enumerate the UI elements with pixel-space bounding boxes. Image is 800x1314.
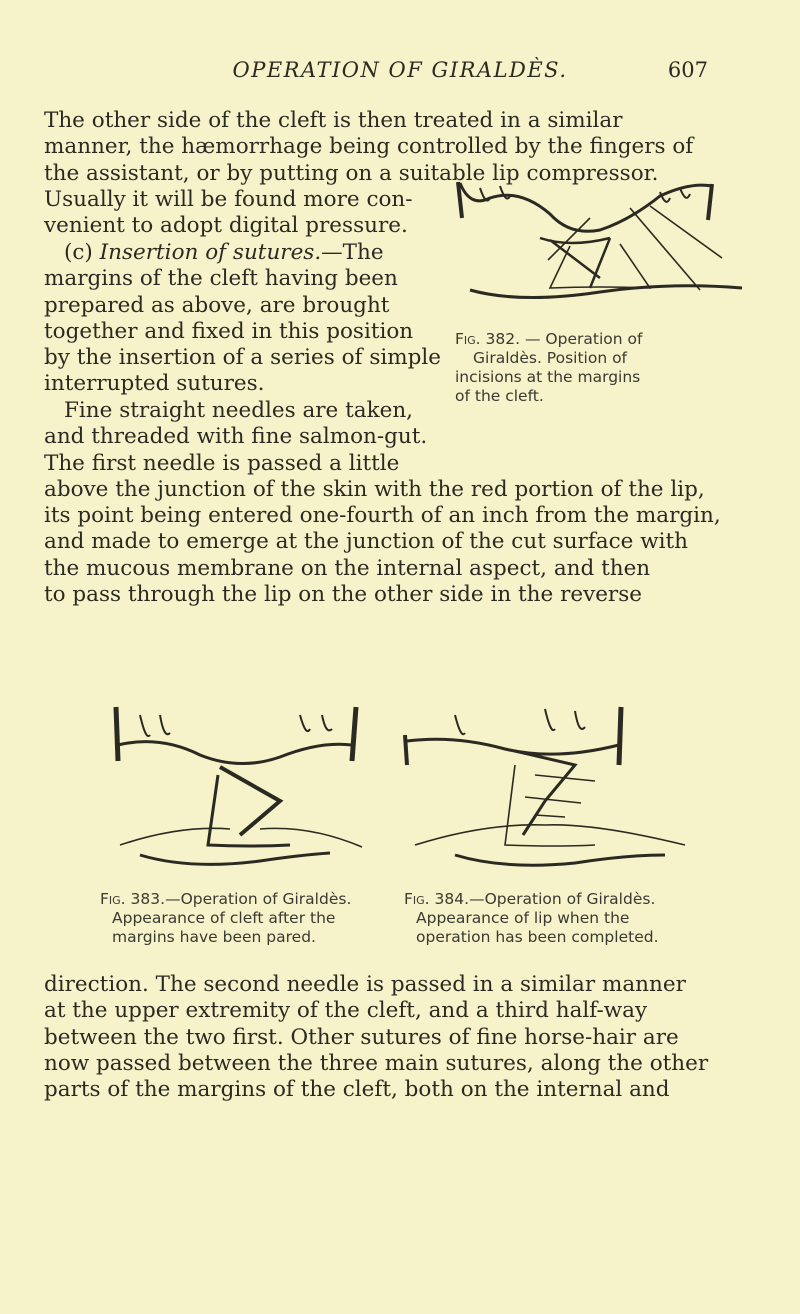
- text-line: venient to adopt digital pressure.: [44, 213, 408, 239]
- section-label: (c): [64, 240, 93, 265]
- caption-line: Appearance of cleft after the: [112, 909, 336, 927]
- running-header: [0, 52, 800, 86]
- text-line: direction. The second needle is passed in a similar manner: [44, 972, 686, 997]
- text-line: margins of the cleft having been: [44, 266, 398, 292]
- text-line: The first needle is passed a little: [44, 450, 400, 476]
- text-line: manner, the hæmorrhage being controlled by the fingers of: [44, 134, 694, 160]
- text-line: together and fixed in this position: [44, 318, 414, 344]
- figure-384-illustration: [395, 705, 700, 870]
- text-line: between the two first. Other sutures of fine horse-hair are: [44, 1024, 679, 1050]
- text-line: the assistant, or by putting on a suitable lip compressor.: [44, 160, 659, 186]
- text-line: Usually it will be found more con-: [44, 186, 413, 212]
- text-line: at the upper extremity of the cleft, and a third half-way: [44, 998, 648, 1024]
- caption-line: — Operation of: [525, 330, 643, 348]
- text-line: parts of the margins of the cleft, both on the internal and: [44, 1077, 670, 1103]
- text-line: The other side of the cleft is then treated in a similar: [44, 108, 623, 133]
- caption-line: Appearance of lip when the: [416, 909, 630, 927]
- text-line: the mucous membrane on the internal aspect, and then: [44, 555, 651, 581]
- caption-line: operation has been completed.: [416, 928, 659, 946]
- paragraph-insertion-of-sutures: [44, 240, 440, 398]
- text-line: now passed between the three main sutures, along the other: [44, 1050, 709, 1076]
- text-line: above the junction of the skin with the red portion of the lip,: [44, 476, 705, 502]
- text-line: Fine straight needles are taken,: [64, 398, 413, 423]
- figure-384-label: Fig. 384.: [404, 890, 470, 908]
- caption-line: margins have been pared.: [112, 928, 316, 946]
- figure-382-caption: [455, 330, 755, 406]
- caption-line: incisions at the margins: [455, 368, 641, 386]
- text-line: interrupted sutures.: [44, 371, 265, 397]
- paragraph-needles: [44, 398, 756, 608]
- caption-line: Giraldès. Position of: [473, 349, 628, 367]
- text-line: and made to emerge at the junction of the cut surface with: [44, 529, 688, 555]
- figure-383-label: Fig. 383.: [100, 890, 166, 908]
- text-line: and threaded with fine salmon-gut.: [44, 424, 428, 450]
- running-title: OPERATION OF GIRALDÈS.: [232, 58, 568, 82]
- paragraph-second-needle: [44, 972, 756, 1103]
- text-line: its point being entered one-fourth of an inch from the margin,: [44, 503, 721, 529]
- section-heading: Insertion of sutures.: [99, 240, 322, 265]
- figure-382-illustration: [450, 178, 750, 302]
- text-line: by the insertion of a series of simple: [44, 345, 441, 371]
- figure-383-caption: [100, 890, 400, 947]
- figure-384-caption: [404, 890, 714, 947]
- caption-line: of the cleft.: [455, 387, 544, 405]
- page-number: 607: [667, 58, 708, 82]
- text-line: prepared as above, are brought: [44, 292, 390, 318]
- caption-line: —Operation of Giraldès.: [469, 890, 656, 908]
- figure-383-illustration: [100, 705, 375, 870]
- figure-382-label: Fig. 382.: [455, 330, 521, 348]
- section-heading-line: [44, 240, 440, 266]
- section-heading-dash: —The: [321, 240, 384, 265]
- text-line: to pass through the lip on the other side in the reverse: [44, 582, 642, 608]
- caption-line: —Operation of Giraldès.: [165, 890, 352, 908]
